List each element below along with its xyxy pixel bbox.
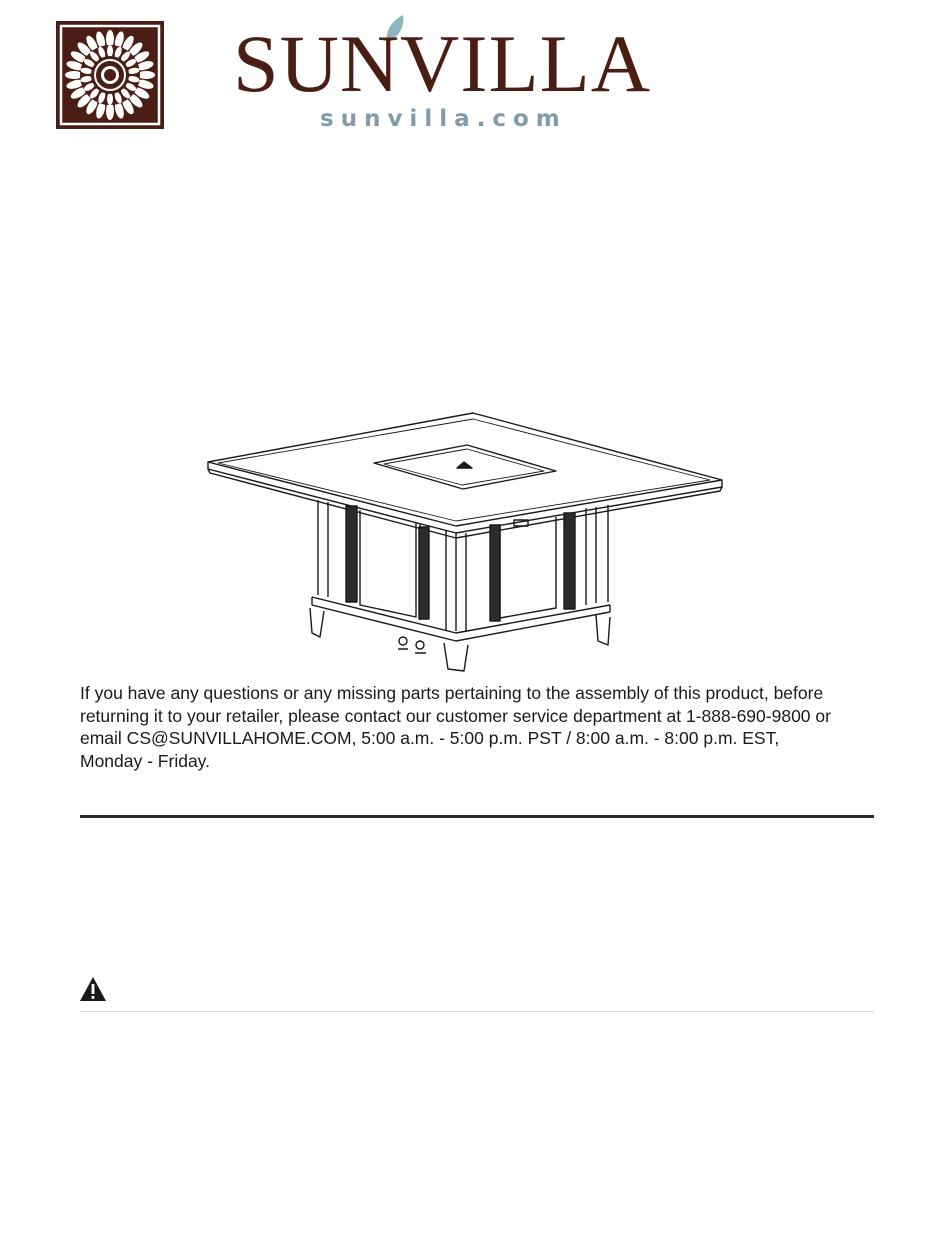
brand-logo xyxy=(55,18,651,136)
section-divider xyxy=(80,815,874,818)
brand-url: sunvilla.com xyxy=(320,106,567,132)
emblem-petal xyxy=(107,93,113,105)
warning-triangle-icon xyxy=(79,976,107,1002)
notice-line-4: Monday - Friday. xyxy=(80,750,210,771)
customer-service-notice xyxy=(80,682,900,772)
brand-wordmark: SUNVILLA xyxy=(233,18,651,109)
sunflower-emblem-icon xyxy=(55,20,165,130)
warning-divider xyxy=(80,1011,874,1012)
notice-line-3: email CS@SUNVILLAHOME.COM, 5:00 a.m. - 5:00 p.m. PST / 8:00 a.m. - 8:00 p.m. EST, xyxy=(80,728,780,748)
notice-line-2: returning it to your retailer, please contact our customer service department at 1-888-690-9800 or xyxy=(80,705,831,726)
fire-pit-table-drawing xyxy=(200,405,730,680)
emblem-petal xyxy=(107,45,113,57)
notice-line-1: If you have any questions or any missing parts pertaining to the assembly of this product, before xyxy=(80,683,824,703)
